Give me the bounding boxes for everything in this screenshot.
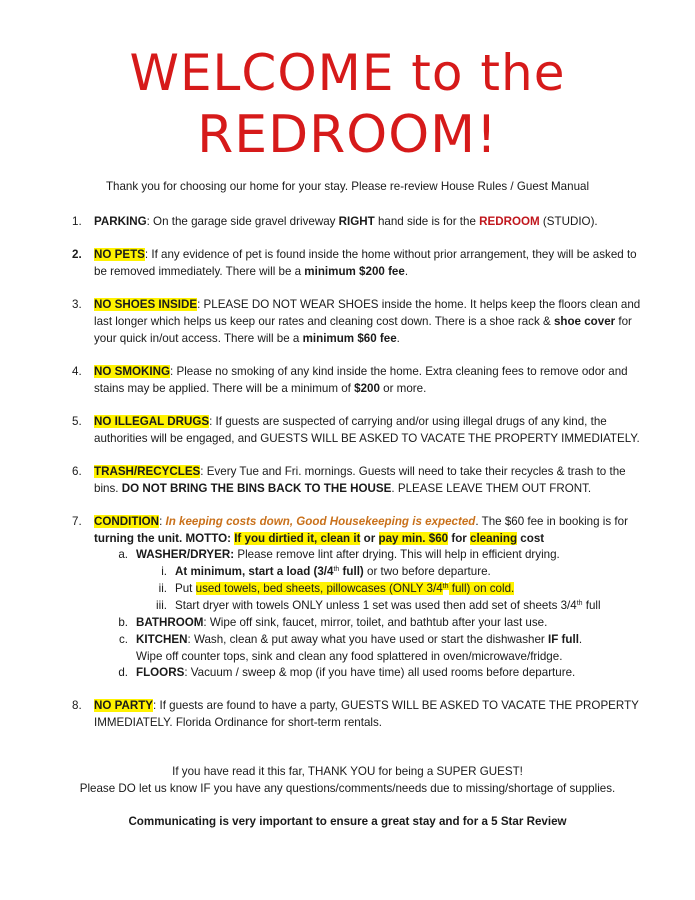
- redroom-label: REDROOM: [479, 215, 540, 228]
- rule-number: 6.: [72, 465, 82, 478]
- rule-no-illegal-drugs: 5. NO ILLEGAL DRUGS: If guests are suspected of carrying and/or using illegal drugs of any kind, the authorities will be engaged, and GUESTS WILL BE ASKED TO VACATE THE PROPERTY IMMEDIATELY.: [72, 415, 640, 445]
- kitchen-line-2: Wipe off counter tops, sink and clean any food splattered in oven/microwave/fridge.: [136, 650, 563, 663]
- rule-label: NO SHOES INSIDE: [94, 298, 198, 311]
- rule-number: 4.: [72, 365, 82, 378]
- item-marker: d.: [118, 666, 128, 679]
- condition-item-bathroom: b. BATHROOM: Wipe off sink, faucet, mirror, toilet, and bathtub after your last use.: [136, 614, 676, 631]
- welcome-title-line-2: REDROOM!: [197, 105, 498, 165]
- intro-text: Thank you for choosing our home for your stay. Please re-review House Rules / Guest Manual: [105, 180, 590, 193]
- condition-subitem-i: i. At minimum, start a load (3/4th full) or two before departure.: [175, 563, 695, 580]
- rule-number: 8.: [72, 699, 82, 712]
- rule-condition: 7. CONDITION: In keeping costs down, Good Housekeeping is expected. The $60 fee in booking is for turning the unit. MOTTO: If you dirtied it, clean it or pay min. $60 for cleaning cost: [72, 515, 628, 545]
- item-marker: b.: [118, 616, 128, 629]
- housekeeping-note: In keeping costs down, Good Housekeeping is expected: [165, 515, 476, 528]
- rule-no-shoes: 3. NO SHOES INSIDE: PLEASE DO NOT WEAR SHOES inside the home. It helps keep the floors clean and last longer which helps us keep our rates and cleaning cost down. There is a shoe rack & shoe cover for your quick in/out access. There will be a minimum $60 fee.: [72, 298, 641, 345]
- footer-contact: Please DO let us know IF you have any questions/comments/needs due to missing/shortage of supplies.: [79, 782, 616, 795]
- footer-thanks: If you have read it this far, THANK YOU for being a SUPER GUEST!: [172, 765, 523, 778]
- condition-subitem-ii: ii. Put used towels, bed sheets, pillowcases (ONLY 3/4th full) on cold.: [175, 580, 695, 597]
- rule-no-smoking: 4. NO SMOKING: Please no smoking of any kind inside the home. Extra cleaning fees to remove odor and stains may be applied. There will be a minimum of $200 or more.: [72, 365, 628, 395]
- item-marker: iii.: [156, 599, 167, 612]
- rule-label: NO PETS: [94, 248, 145, 261]
- footer-communication: Communicating is very important to ensure a great stay and for a 5 Star Review: [128, 815, 567, 828]
- item-marker: i.: [161, 565, 167, 578]
- rule-number: 5.: [72, 415, 82, 428]
- welcome-title-line-1: WELCOME to the: [129, 44, 566, 102]
- rule-no-party: 8. NO PARTY: If guests are found to have a party, GUESTS WILL BE ASKED TO VACATE THE PROPERTY IMMEDIATELY. Florida Ordinance for short-term rentals.: [72, 699, 639, 729]
- rule-label: NO PARTY: [94, 699, 154, 712]
- item-marker: a.: [118, 548, 128, 561]
- rule-label: NO SMOKING: [94, 365, 171, 378]
- motto-highlight: If you dirtied it, clean it: [234, 532, 361, 545]
- rule-parking: 1. PARKING: On the garage side gravel driveway RIGHT hand side is for the REDROOM (STUDIO).: [72, 215, 598, 228]
- item-marker: ii.: [158, 582, 167, 595]
- rule-label: TRASH/RECYCLES: [94, 465, 201, 478]
- rule-label: CONDITION: [94, 515, 160, 528]
- rule-no-pets: 2. NO PETS: If any evidence of pet is found inside the home without prior arrangement, they will be asked to be removed immediately. There will be a minimum $200 fee.: [72, 248, 637, 278]
- rule-trash-recycles: 6. TRASH/RECYCLES: Every Tue and Fri. mornings. Guests will need to take their recycles & trash to the bins. DO NOT BRING THE BINS BACK TO THE HOUSE. PLEASE LEAVE THEM OUT FRONT.: [72, 465, 626, 495]
- rule-number: 2.: [72, 248, 82, 261]
- condition-subitem-iii: iii. Start dryer with towels ONLY unless 1 set was used then add set of sheets 3/4th full: [175, 597, 695, 614]
- rule-label: NO ILLEGAL DRUGS: [94, 415, 210, 428]
- rule-number: 7.: [72, 515, 82, 528]
- condition-item-floors: d. FLOORS: Vacuum / sweep & mop (if you have time) all used rooms before departure.: [136, 664, 676, 681]
- rule-number: 1.: [72, 215, 82, 228]
- rule-number: 3.: [72, 298, 82, 311]
- condition-item-washer-dryer: a. WASHER/DRYER: Please remove lint after drying. This will help in efficient drying.: [136, 546, 676, 563]
- rule-label: PARKING: [94, 215, 147, 228]
- item-marker: c.: [118, 633, 128, 646]
- condition-item-kitchen: c. KITCHEN: Wash, clean & put away what you have used or start the dishwasher IF full. Wipe off counter tops, sink and clean any food splattered in oven/microwave/fridge.: [136, 631, 676, 665]
